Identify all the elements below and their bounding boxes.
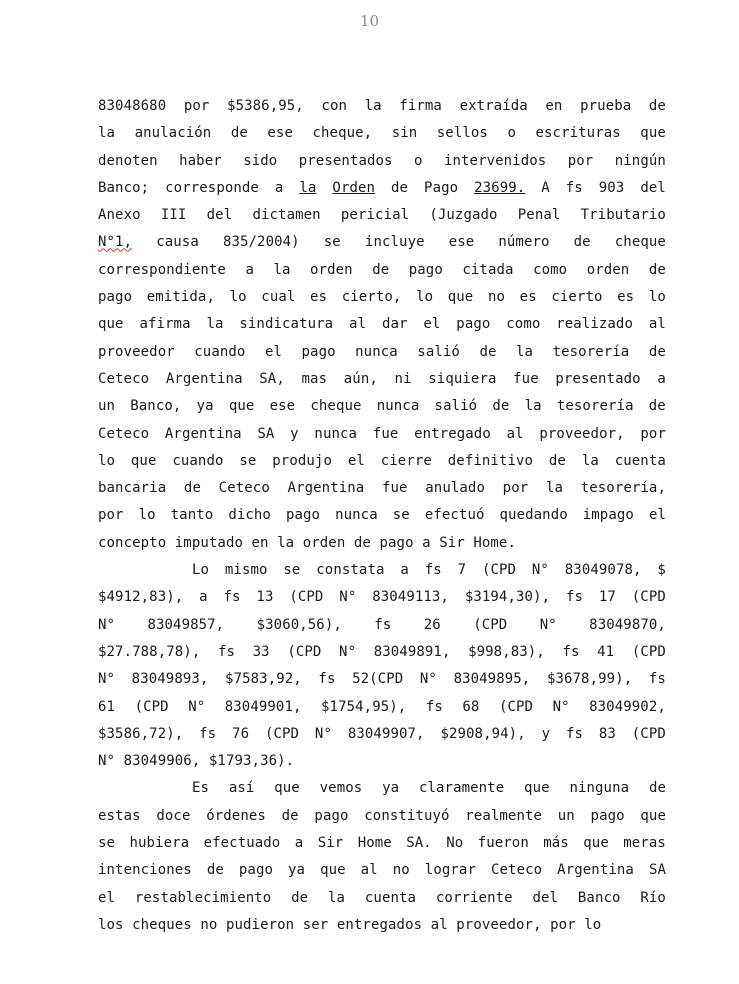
text-line: se hubiera efectuado a Sir Home SA. No fueron más que meras [98,835,666,852]
text-line: un Banco, ya que ese cheque nunca salió de la tesorería de [98,398,666,415]
text-line: $4912,83), a fs 13 (CPD N° 83049113, $3194,30), fs 17 (CPD [98,589,666,606]
text-line: denoten haber sido presentados o intervenidos por ningún [98,152,666,169]
text-line: por lo tanto dicho pago nunca se efectuó quedando impago el [98,507,666,524]
text-line: N° 83049857, $3060,56), fs 26 (CPD N° 83049870, [98,616,666,633]
text-line: el restablecimiento de la cuenta corriente del Banco Río [98,889,666,906]
text-line: intenciones de pago ya que al no lograr Ceteco Argentina SA [98,862,666,879]
text-line: Anexo III del dictamen pericial (Juzgado Penal Tributario [98,207,666,224]
text-line: N° 83049893, $7583,92, fs 52(CPD N° 83049895, $3678,99), fs [98,671,666,688]
text-line: que afirma la sindicatura al dar el pago como realizado al [98,316,666,333]
text-line: bancaria de Ceteco Argentina fue anulado por la tesorería, [98,480,666,497]
text-line: lo que cuando se produjo el cierre definitivo de la cuenta [98,452,666,469]
text-line: N°1, causa 835/2004) se incluye ese número de cheque [98,234,666,251]
page-number: 10 [359,12,380,30]
document-body [98,93,666,939]
text-line: pago emitida, lo cual es cierto, lo que no es cierto es lo [98,289,666,306]
paragraph [98,557,666,775]
text-line: Ceteco Argentina SA y nunca fue entregado al proveedor, por [98,425,666,442]
text-line: concepto imputado en la orden de pago a Sir Home. [98,534,516,551]
text-line: 61 (CPD N° 83049901, $1754,95), fs 68 (CPD N° 83049902, [98,698,666,715]
text-line: $3586,72), fs 76 (CPD N° 83049907, $2908,94), y fs 83 (CPD [98,725,666,742]
text-line: 83048680 por $5386,95, con la firma extraída en prueba de [98,98,666,114]
paragraph [98,775,666,939]
text-line: estas doce órdenes de pago constituyó realmente un pago que [98,807,666,824]
text-line: $27.788,78), fs 33 (CPD N° 83049891, $998,83), fs 41 (CPD [98,643,666,660]
text-line: Es así que vemos ya claramente que ninguna de [192,780,666,797]
text-line: correspondiente a la orden de pago citada como orden de [98,261,666,278]
text-line: proveedor cuando el pago nunca salió de la tesorería de [98,343,666,360]
text-line: N° 83049906, $1793,36). [98,753,295,770]
text-line: los cheques no pudieron ser entregados al proveedor, por lo [98,916,602,933]
text-line: Lo mismo se constata a fs 7 (CPD N° 83049078, $ [192,562,666,579]
paragraph [98,93,666,557]
text-line: Ceteco Argentina SA, mas aún, ni siquiera fue presentado a [98,370,666,387]
text-line: la anulación de ese cheque, sin sellos o escrituras que [98,125,666,142]
text-line: Banco; corresponde a la Orden de Pago 23699. A fs 903 del [98,179,666,196]
